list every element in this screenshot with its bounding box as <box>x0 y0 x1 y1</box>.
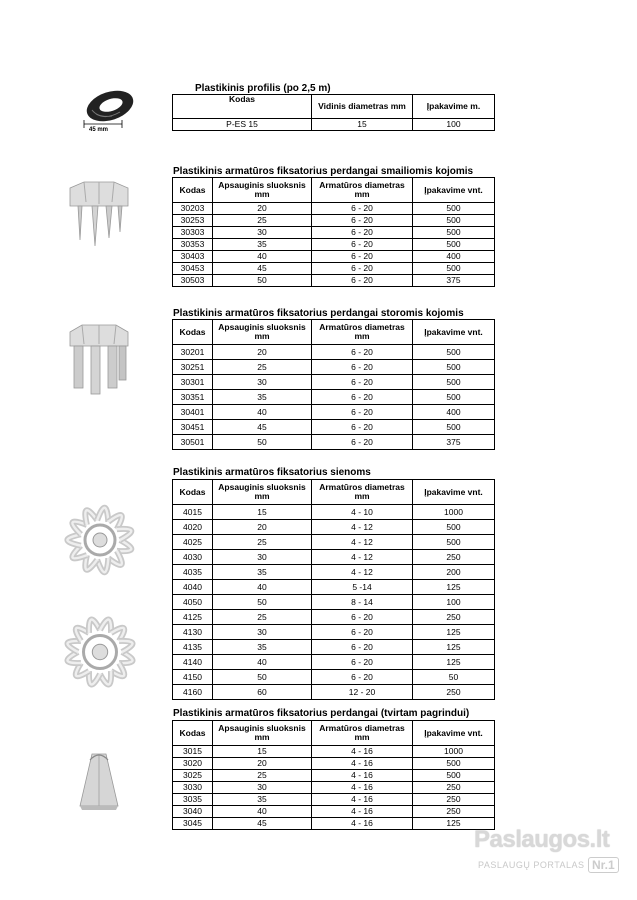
table-cell: 6 - 20 <box>312 375 413 390</box>
table-cell: 6 - 20 <box>312 251 413 263</box>
wall-fixator-wheel-image <box>54 490 146 590</box>
table-cell: 50 <box>413 670 495 685</box>
table-body <box>173 345 495 450</box>
table-cell: 4 - 12 <box>312 520 413 535</box>
pointed-legs-fixator-image <box>64 180 134 258</box>
table-cell: 4 - 12 <box>312 550 413 565</box>
table-row <box>173 239 495 251</box>
table-row <box>173 390 495 405</box>
table-cell: 40 <box>213 251 312 263</box>
table-row <box>173 655 495 670</box>
header-kodas: Kodas <box>173 320 213 345</box>
section-title: Plastikinis armatūros fiksatorius perdangai storomis kojomis <box>173 308 464 319</box>
table-cell: 500 <box>413 535 495 550</box>
table-cell: 30203 <box>173 203 213 215</box>
table-row <box>173 595 495 610</box>
table-cell: 50 <box>213 275 312 287</box>
table-cell: 4 - 16 <box>312 806 413 818</box>
section-title: Plastikinis armatūros fiksatorius sienoms <box>173 467 371 478</box>
table-cell: P-ES 15 <box>173 119 312 131</box>
header-package: Įpakavime vnt. <box>413 721 495 746</box>
table-row <box>173 251 495 263</box>
table-cell: 25 <box>213 360 312 375</box>
table-row <box>173 550 495 565</box>
table-cell: 4030 <box>173 550 213 565</box>
header-package: Įpakavime vnt. <box>413 480 495 505</box>
section-title: Plastikinis armatūros fiksatorius perdangai smailiomis kojomis <box>173 166 474 177</box>
table-cell: 40 <box>213 655 312 670</box>
table-row <box>173 565 495 580</box>
table-cell: 50 <box>213 435 312 450</box>
section-title: Plastikinis profilis (po 2,5 m) <box>195 83 331 94</box>
table-row <box>173 610 495 625</box>
table-row <box>173 505 495 520</box>
table-cell: 3035 <box>173 794 213 806</box>
table-cell: 3015 <box>173 746 213 758</box>
table-cell: 30451 <box>173 420 213 435</box>
watermark-title: Paslaugos.lt <box>474 826 610 853</box>
table-cell: 3025 <box>173 770 213 782</box>
table-cell: 125 <box>413 655 495 670</box>
table-cell: 12 - 20 <box>312 685 413 700</box>
table-cell: 15 <box>213 746 312 758</box>
table-cell: 6 - 20 <box>312 275 413 287</box>
table-cell: 4 - 10 <box>312 505 413 520</box>
table-cell: 4025 <box>173 535 213 550</box>
table-cell: 35 <box>213 239 312 251</box>
table-cell: 4150 <box>173 670 213 685</box>
table-row <box>173 782 495 794</box>
table-cell: 30453 <box>173 263 213 275</box>
table-cell: 8 - 14 <box>312 595 413 610</box>
table-cell: 35 <box>213 794 312 806</box>
table-cell: 30353 <box>173 239 213 251</box>
table-cell: 4020 <box>173 520 213 535</box>
table-cell: 1000 <box>413 746 495 758</box>
table-cell: 30401 <box>173 405 213 420</box>
table-cell: 4050 <box>173 595 213 610</box>
table-cell: 6 - 20 <box>312 670 413 685</box>
header-protective-layer: Apsauginis sluoksnis mm <box>213 178 312 203</box>
table-cell: 3030 <box>173 782 213 794</box>
table-row <box>173 794 495 806</box>
spec-table <box>172 94 495 131</box>
table-cell: 4 - 16 <box>312 758 413 770</box>
table-cell: 6 - 20 <box>312 390 413 405</box>
table-cell: 6 - 20 <box>312 435 413 450</box>
table-cell: 5 -14 <box>312 580 413 595</box>
table-cell: 4015 <box>173 505 213 520</box>
table-row <box>173 203 495 215</box>
table-cell: 60 <box>213 685 312 700</box>
table-cell: 500 <box>413 770 495 782</box>
table-row <box>173 420 495 435</box>
table-cell: 6 - 20 <box>312 227 413 239</box>
header-package: Įpakavime vnt. <box>413 178 495 203</box>
table-cell: 4160 <box>173 685 213 700</box>
table-cell: 125 <box>413 818 495 830</box>
table-cell: 20 <box>213 203 312 215</box>
table-cell: 30501 <box>173 435 213 450</box>
table-cell: 4 - 16 <box>312 794 413 806</box>
table-row <box>173 215 495 227</box>
table-cell: 250 <box>413 685 495 700</box>
table-row <box>173 806 495 818</box>
table-cell: 1000 <box>413 505 495 520</box>
table-cell: 125 <box>413 625 495 640</box>
table-cell: 15 <box>213 505 312 520</box>
table-cell: 30303 <box>173 227 213 239</box>
table-row <box>173 227 495 239</box>
watermark-logo <box>470 826 620 882</box>
table-cell: 4 - 16 <box>312 782 413 794</box>
header-kodas: Kodas <box>173 178 213 203</box>
spec-table <box>172 319 495 450</box>
table-cell: 375 <box>413 435 495 450</box>
table-cell: 30201 <box>173 345 213 360</box>
table-cell: 45 <box>213 263 312 275</box>
section-title: Plastikinis armatūros fiksatorius perdangai (tvirtam pagrindui) <box>173 708 470 719</box>
table-row <box>173 580 495 595</box>
table-cell: 45 <box>213 818 312 830</box>
table-cell: 45 <box>213 420 312 435</box>
table-cell: 250 <box>413 782 495 794</box>
table-cell: 20 <box>213 758 312 770</box>
header-kodas: Kodas <box>173 95 312 119</box>
table-cell: 30 <box>213 782 312 794</box>
header-rebar-diameter: Armatūros diametras mm <box>312 480 413 505</box>
table-cell: 400 <box>413 251 495 263</box>
table-row <box>173 640 495 655</box>
table-body <box>173 505 495 700</box>
table-row <box>173 263 495 275</box>
table-cell: 500 <box>413 215 495 227</box>
table-cell: 100 <box>413 119 495 131</box>
table-cell: 500 <box>413 227 495 239</box>
table-cell: 25 <box>213 770 312 782</box>
table-row <box>173 770 495 782</box>
header-protective-layer: Apsauginis sluoksnis mm <box>213 721 312 746</box>
table-row <box>173 405 495 420</box>
table-cell: 40 <box>213 580 312 595</box>
table-cell: 6 - 20 <box>312 420 413 435</box>
table-cell: 6 - 20 <box>312 610 413 625</box>
table-row <box>173 360 495 375</box>
spec-table <box>172 720 495 830</box>
table-cell: 500 <box>413 758 495 770</box>
table-cell: 6 - 20 <box>312 345 413 360</box>
table-cell: 15 <box>312 119 413 131</box>
table-cell: 3040 <box>173 806 213 818</box>
table-cell: 20 <box>213 345 312 360</box>
table-cell: 500 <box>413 345 495 360</box>
table-cell: 125 <box>413 580 495 595</box>
table-cell: 35 <box>213 390 312 405</box>
header-rebar-diameter: Armatūros diametras mm <box>312 721 413 746</box>
header-kodas: Kodas <box>173 721 213 746</box>
table-cell: 50 <box>213 670 312 685</box>
table-cell: 30 <box>213 625 312 640</box>
table-cell: 6 - 20 <box>312 215 413 227</box>
table-cell: 500 <box>413 520 495 535</box>
table-row <box>173 375 495 390</box>
table-cell: 6 - 20 <box>312 360 413 375</box>
table-cell: 4140 <box>173 655 213 670</box>
table-cell: 250 <box>413 806 495 818</box>
table-cell: 25 <box>213 610 312 625</box>
table-cell: 500 <box>413 239 495 251</box>
table-cell: 30351 <box>173 390 213 405</box>
table-cell: 3045 <box>173 818 213 830</box>
header-package: Įpakavime vnt. <box>413 320 495 345</box>
table-cell: 4 - 12 <box>312 535 413 550</box>
watermark-subtitle: PASLAUGŲ PORTALAS <box>478 860 585 870</box>
table-cell: 125 <box>413 640 495 655</box>
table-row <box>173 625 495 640</box>
table-row <box>173 670 495 685</box>
header-rebar-diameter: Armatūros diametras mm <box>312 178 413 203</box>
header-kodas: Kodas <box>173 480 213 505</box>
table-cell: 4135 <box>173 640 213 655</box>
header-rebar-diameter: Armatūros diametras mm <box>312 320 413 345</box>
table-cell: 4 - 16 <box>312 746 413 758</box>
table-row <box>173 535 495 550</box>
thick-legs-fixator-image <box>64 322 134 400</box>
table-cell: 6 - 20 <box>312 640 413 655</box>
table-cell: 30 <box>213 375 312 390</box>
table-cell: 30 <box>213 227 312 239</box>
table-cell: 6 - 20 <box>312 239 413 251</box>
table-body <box>173 203 495 287</box>
table-cell: 500 <box>413 203 495 215</box>
table-row <box>173 345 495 360</box>
table-cell: 6 - 20 <box>312 203 413 215</box>
wall-fixator-wheel-large-image <box>54 600 146 704</box>
table-cell: 30403 <box>173 251 213 263</box>
table-cell: 400 <box>413 405 495 420</box>
table-cell: 40 <box>213 405 312 420</box>
table-row <box>173 758 495 770</box>
table-row <box>173 520 495 535</box>
table-cell: 250 <box>413 794 495 806</box>
table-cell: 500 <box>413 420 495 435</box>
table-cell: 30301 <box>173 375 213 390</box>
table-cell: 6 - 20 <box>312 655 413 670</box>
watermark-badge: Nr.1 <box>588 857 619 873</box>
table-row <box>173 746 495 758</box>
table-cell: 30503 <box>173 275 213 287</box>
table-cell: 200 <box>413 565 495 580</box>
table-cell: 4125 <box>173 610 213 625</box>
header-protective-layer: Apsauginis sluoksnis mm <box>213 320 312 345</box>
table-cell: 30251 <box>173 360 213 375</box>
table-cell: 30 <box>213 550 312 565</box>
table-body <box>173 746 495 830</box>
spec-table <box>172 479 495 700</box>
header-diameter: Vidinis diametras mm <box>312 95 413 119</box>
solid-base-fixator-image <box>76 750 122 812</box>
table-cell: 4130 <box>173 625 213 640</box>
table-cell: 4040 <box>173 580 213 595</box>
table-cell: 20 <box>213 520 312 535</box>
table-row <box>173 275 495 287</box>
table-cell: 100 <box>413 595 495 610</box>
table-cell: 50 <box>213 595 312 610</box>
table-cell: 3020 <box>173 758 213 770</box>
table-cell: 35 <box>213 565 312 580</box>
table-cell: 4 - 12 <box>312 565 413 580</box>
table-cell: 6 - 20 <box>312 405 413 420</box>
header-protective-layer: Apsauginis sluoksnis mm <box>213 480 312 505</box>
table-cell: 500 <box>413 390 495 405</box>
table-row <box>173 435 495 450</box>
profile-image <box>78 84 140 140</box>
header-package: Įpakavime m. <box>413 95 495 119</box>
table-cell: 35 <box>213 640 312 655</box>
table-cell: 500 <box>413 360 495 375</box>
dimension-label: 45 mm <box>89 127 109 133</box>
table-cell: 250 <box>413 550 495 565</box>
table-cell: 375 <box>413 275 495 287</box>
table-row <box>173 818 495 830</box>
table-cell: 25 <box>213 535 312 550</box>
table-cell: 4 - 16 <box>312 818 413 830</box>
table-cell: 40 <box>213 806 312 818</box>
table-cell: 6 - 20 <box>312 263 413 275</box>
table-cell: 25 <box>213 215 312 227</box>
table-cell: 4035 <box>173 565 213 580</box>
table-cell: 30253 <box>173 215 213 227</box>
spec-table <box>172 177 495 287</box>
table-cell: 250 <box>413 610 495 625</box>
table-row <box>173 685 495 700</box>
table-cell: 6 - 20 <box>312 625 413 640</box>
table-cell: 500 <box>413 375 495 390</box>
table-cell: 500 <box>413 263 495 275</box>
table-cell: 4 - 16 <box>312 770 413 782</box>
